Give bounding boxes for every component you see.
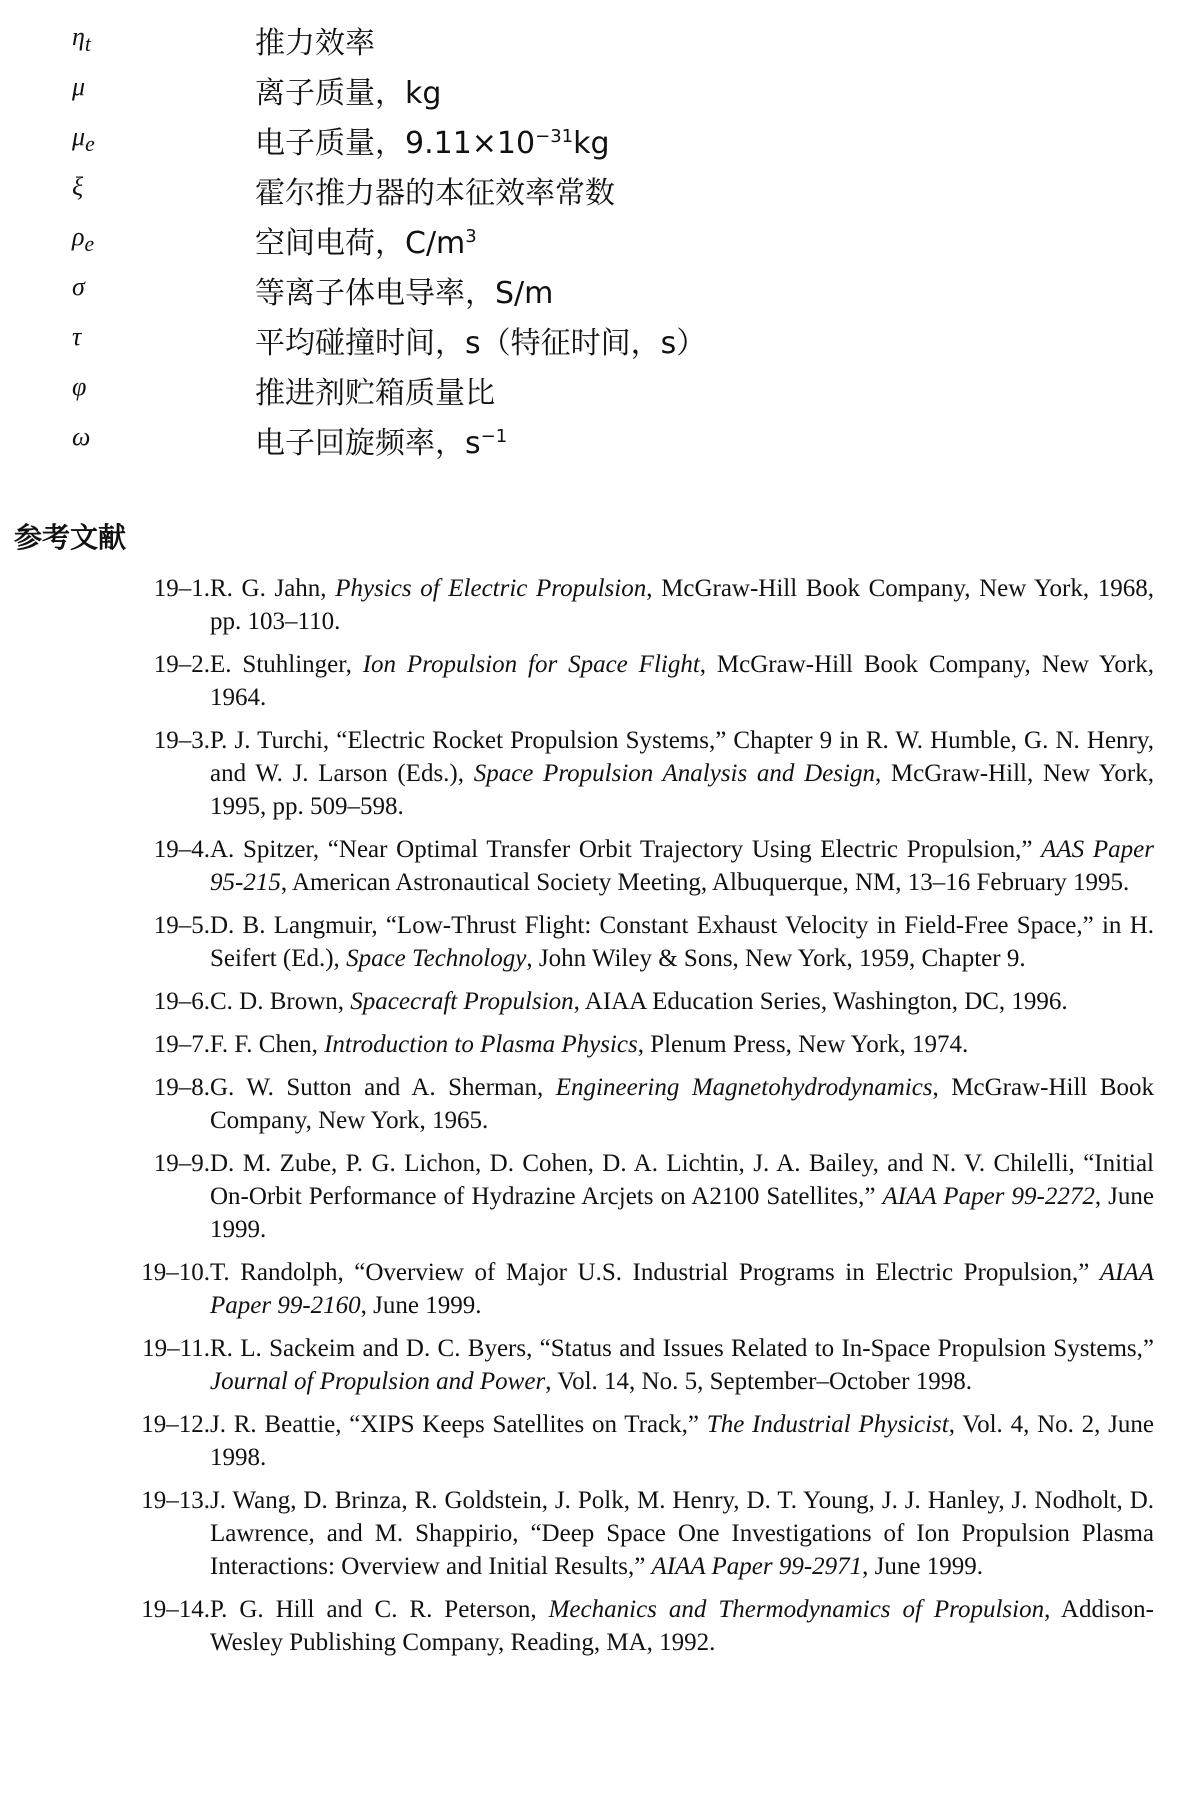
reference-text: G. W. Sutton and A. Sherman, Engineering Magnetohydrodynamics, McGraw-Hill Book Company, New York, 1965. bbox=[210, 1074, 1155, 1134]
symbol-description: 空间电荷，$C/m^3$ bbox=[255, 226, 477, 261]
reference-title: Ion Propulsion for Space Flight bbox=[362, 651, 700, 678]
reference-text: T. Randolph, “Overview of Major U.S. Industrial Programs in Electric Propulsion,” AIAA Paper 99-2160, June 1999. bbox=[210, 1259, 1154, 1319]
reference-number: 19–1. bbox=[153, 575, 210, 602]
reference-item bbox=[0, 833, 1187, 899]
symbol-row bbox=[0, 68, 1187, 118]
reference-title: Space Propulsion Analysis and Design bbox=[473, 760, 875, 787]
symbol-description: 推进剂贮箱质量比 bbox=[255, 376, 495, 411]
reference-text: D. M. Zube, P. G. Lichon, D. Cohen, D. A. Lichtin, J. A. Bailey, and N. V. Chilelli, “Initial On-Orbit Performance of Hydrazine Arcjets on A2100 Satellites,” AIAA Paper 99-2272, June 1999. bbox=[210, 1150, 1154, 1243]
symbol: μ bbox=[72, 72, 86, 101]
reference-number: 19–6. bbox=[153, 988, 210, 1015]
reference-number: 19–8. bbox=[153, 1074, 210, 1101]
reference-item bbox=[0, 1028, 1187, 1061]
reference-number: 19–5. bbox=[153, 912, 210, 939]
symbol: $\rho_e$ bbox=[72, 222, 95, 257]
reference-title: Spacecraft Propulsion bbox=[350, 988, 574, 1015]
reference-text: J. Wang, D. Brinza, R. Goldstein, J. Polk, M. Henry, D. T. Young, J. J. Hanley, J. Nodholt, D. Lawrence, and M. Shappirio, “Deep Space One Investigations of Ion Propulsion Plasma Interactions: Overview and Initial Results,” AIAA Paper 99-2971, June 1999. bbox=[210, 1487, 1154, 1580]
symbol-list bbox=[0, 18, 1187, 468]
reference-title: Physics of Electric Propulsion bbox=[335, 575, 647, 602]
symbol-description: 霍尔推力器的本征效率常数 bbox=[255, 176, 615, 211]
reference-item bbox=[0, 985, 1187, 1018]
reference-number: 19–4. bbox=[153, 836, 210, 863]
reference-title: Engineering Magnetohydrodynamics bbox=[555, 1074, 933, 1101]
reference-text: P. J. Turchi, “Electric Rocket Propulsion Systems,” Chapter 9 in R. W. Humble, G. N. Henry, and W. J. Larson (Eds.), Space Propulsion Analysis and Design, McGraw-Hill, New York, 1995, pp. 509–598. bbox=[210, 727, 1154, 820]
reference-item bbox=[0, 1593, 1187, 1659]
reference-text: C. D. Brown, Spacecraft Propulsion, AIAA Education Series, Washington, DC, 1996. bbox=[210, 988, 1068, 1015]
symbol-description: 平均碰撞时间，s（特征时间，s） bbox=[255, 326, 707, 361]
reference-text: D. B. Langmuir, “Low-Thrust Flight: Constant Exhaust Velocity in Field-Free Space,” in H. Seifert (Ed.), Space Technology, John Wiley & Sons, New York, 1959, Chapter 9. bbox=[210, 912, 1154, 972]
symbol: ω bbox=[72, 422, 91, 451]
reference-item bbox=[0, 1147, 1187, 1246]
reference-number: 19–12. bbox=[141, 1411, 210, 1438]
symbol: σ bbox=[72, 272, 85, 301]
symbol-description: 等离子体电导率，S/m bbox=[255, 276, 554, 311]
symbol: φ bbox=[72, 372, 87, 401]
references-heading: 参考文献 bbox=[14, 521, 127, 554]
reference-item bbox=[0, 1071, 1187, 1137]
reference-title: AIAA Paper 99-2160 bbox=[210, 1259, 1154, 1319]
symbol-row bbox=[0, 368, 1187, 418]
reference-number: 19–13. bbox=[141, 1487, 210, 1514]
symbol: ξ bbox=[72, 172, 84, 201]
symbol: $\eta_t$ bbox=[72, 22, 91, 57]
symbol: τ bbox=[72, 322, 82, 351]
reference-text: R. G. Jahn, Physics of Electric Propulsion, McGraw-Hill Book Company, New York, 1968, pp. 103–110. bbox=[210, 575, 1155, 635]
symbol-row bbox=[0, 18, 1187, 68]
symbol-row bbox=[0, 318, 1187, 368]
reference-title: Introduction to Plasma Physics bbox=[324, 1031, 638, 1058]
reference-number: 19–10. bbox=[141, 1259, 210, 1286]
reference-title: AIAA Paper 99-2272 bbox=[882, 1183, 1095, 1210]
reference-number: 19–11. bbox=[142, 1335, 210, 1362]
reference-text: F. F. Chen, Introduction to Plasma Physics, Plenum Press, New York, 1974. bbox=[210, 1031, 969, 1058]
reference-text: P. G. Hill and C. R. Peterson, Mechanics and Thermodynamics of Propulsion, Addison-Wesley Publishing Company, Reading, MA, 1992. bbox=[210, 1596, 1154, 1656]
reference-title: Mechanics and Thermodynamics of Propulsion bbox=[548, 1596, 1045, 1623]
reference-number: 19–7. bbox=[153, 1031, 210, 1058]
reference-item bbox=[0, 1408, 1187, 1474]
reference-item bbox=[0, 1332, 1187, 1398]
reference-item bbox=[0, 1256, 1187, 1322]
symbol-row bbox=[0, 168, 1187, 218]
reference-list bbox=[0, 572, 1187, 1669]
reference-title: Journal of Propulsion and Power bbox=[210, 1368, 546, 1395]
reference-number: 19–3. bbox=[153, 727, 210, 754]
symbol-row bbox=[0, 118, 1187, 168]
symbol-row bbox=[0, 268, 1187, 318]
reference-item bbox=[0, 648, 1187, 714]
reference-title: AAS Paper 95-215 bbox=[210, 836, 1154, 896]
reference-title: The Industrial Physicist bbox=[706, 1411, 949, 1438]
symbol-description: 电子质量，$9.11\times 10^{-31}kg$ bbox=[255, 126, 610, 161]
reference-item bbox=[0, 909, 1187, 975]
reference-number: 19–2. bbox=[153, 651, 210, 678]
reference-text: J. R. Beattie, “XIPS Keeps Satellites on Track,” The Industrial Physicist, Vol. 4, No. 2, June 1998. bbox=[210, 1411, 1154, 1471]
reference-number: 19–14. bbox=[141, 1596, 210, 1623]
symbol-description: 电子回旋频率，$s^{-1}$ bbox=[255, 426, 508, 461]
symbol: $\mu_e$ bbox=[72, 122, 95, 157]
reference-text: E. Stuhlinger, Ion Propulsion for Space Flight, McGraw-Hill Book Company, New York, 1964. bbox=[210, 651, 1154, 711]
reference-title: Space Technology bbox=[346, 945, 527, 972]
symbol-description: 离子质量，kg bbox=[255, 76, 442, 111]
symbol-row bbox=[0, 218, 1187, 268]
reference-item bbox=[0, 724, 1187, 823]
reference-item bbox=[0, 1484, 1187, 1583]
reference-number: 19–9. bbox=[153, 1150, 210, 1177]
reference-item bbox=[0, 572, 1187, 638]
reference-text: R. L. Sackeim and D. C. Byers, “Status and Issues Related to In-Space Propulsion Systems,” Journal of Propulsion and Power, Vol. 14, No. 5, September–October 1998. bbox=[210, 1335, 1154, 1395]
reference-title: AIAA Paper 99-2971 bbox=[651, 1553, 863, 1580]
symbol-description: 推力效率 bbox=[255, 26, 375, 61]
symbol-row bbox=[0, 418, 1187, 468]
reference-text: A. Spitzer, “Near Optimal Transfer Orbit Trajectory Using Electric Propulsion,” AAS Paper 95-215, American Astronautical Society Meeting, Albuquerque, NM, 13–16 February 1995. bbox=[210, 836, 1154, 896]
